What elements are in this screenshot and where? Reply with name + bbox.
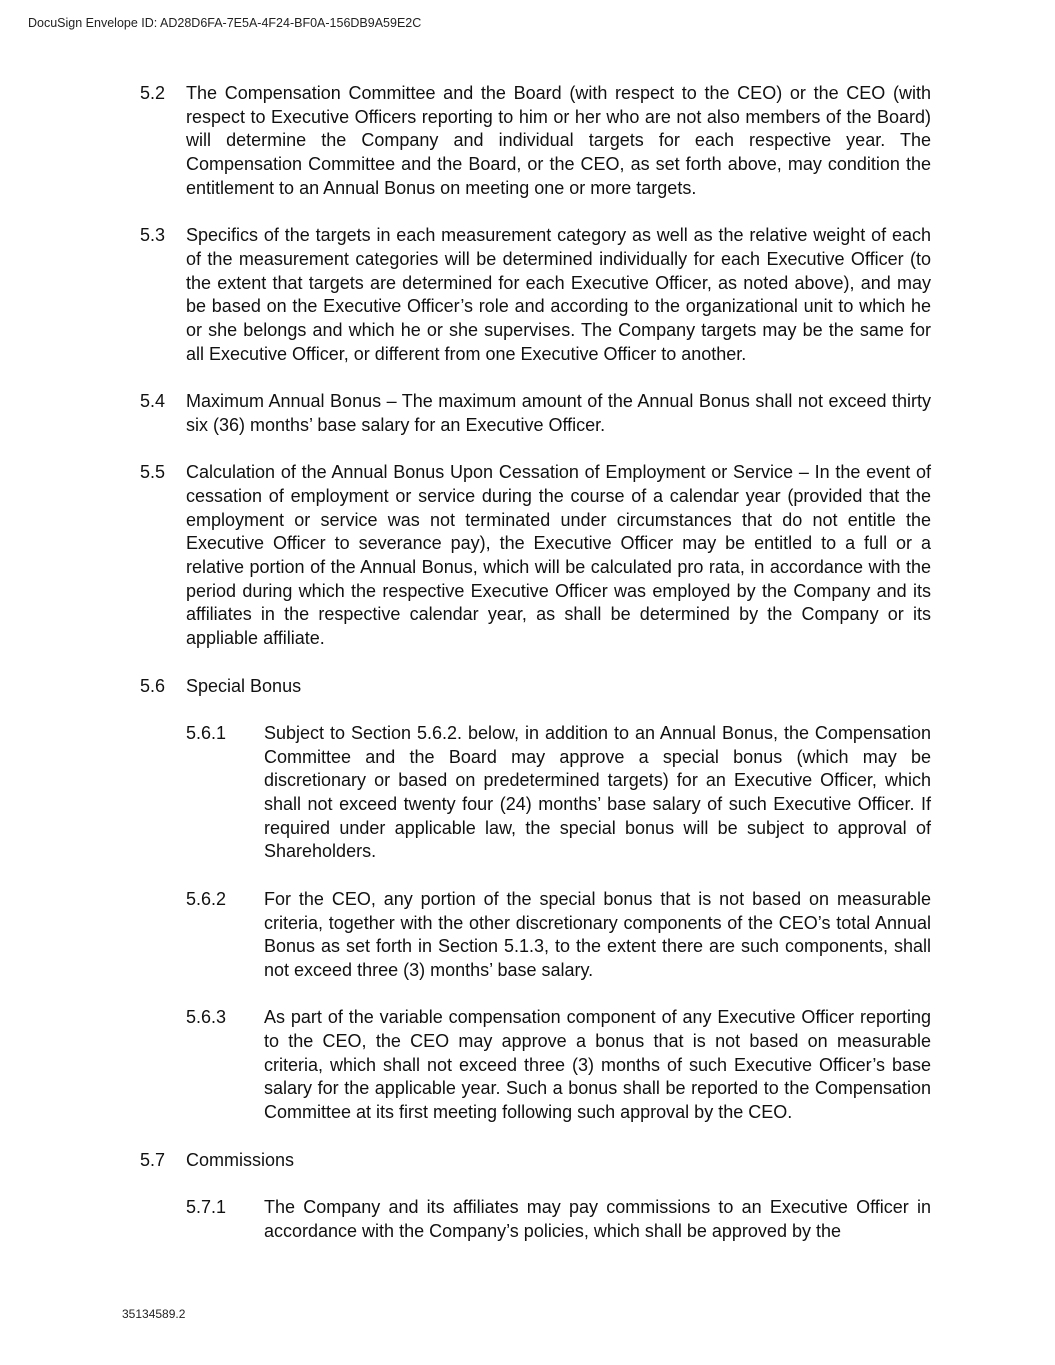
section-number: 5.7 xyxy=(140,1149,166,1170)
docusign-envelope-id: DocuSign Envelope ID: AD28D6FA-7E5A-4F24-BF0A-156DB9A59E2C xyxy=(28,16,422,30)
section-5-6 xyxy=(140,675,931,699)
section-number: 5.2 xyxy=(140,83,166,103)
subsection-number: 5.6.2 xyxy=(186,888,227,909)
subsection-text: The Company and its affiliates may pay commissions to an Executive Officer in accordance with the Company’s policies, which shall be approved by the xyxy=(264,1196,931,1241)
subsection-5-6-3 xyxy=(186,1006,931,1125)
subsection-text: For the CEO, any portion of the special bonus that is not based on measurable criteria, together with the other discretionary components of the CEO’s total Annual Bonus as set forth in Section 5.1.3, to the extent there are such components, shall not exceed three (3) months’ base salary. xyxy=(264,888,931,980)
section-heading: Special Bonus xyxy=(186,675,302,696)
subsection-5-6-1 xyxy=(186,722,931,864)
section-5-7 xyxy=(140,1149,931,1173)
section-text: Specifics of the targets in each measurement category as well as the relative weight of each of the measurement categories will be determined individually for each Executive Officer (to the extent that targets are determined for each Executive Officer, as noted above), and may be based on the Executive Officer’s role and according to the organizational unit to which he or she belongs and which he or she supervises. The Company targets may be the same for all Executive Officer, or different from one Executive Officer to another. xyxy=(186,225,931,364)
section-5-3 xyxy=(140,224,931,366)
subsection-text: As part of the variable compensation component of any Executive Officer reporting to the CEO, the CEO may approve a bonus that is not based on measurable criteria, which shall not exceed three (3) months of such Executive Officer’s base salary for the applicable year. Such a bonus shall be reported to the Compensation Committee at its first meeting following such approval by the CEO. xyxy=(264,1007,931,1123)
section-heading: Commissions xyxy=(186,1149,295,1170)
subsection-text: Subject to Section 5.6.2. below, in addition to an Annual Bonus, the Compensation Committee and the Board may approve a special bonus (which may be discretionary or based on predetermined targets) for an Executive Officer, which shall not exceed twenty four (24) months’ base salary of such Executive Officer. If required under applicable law, the special bonus will be subject to approval of Shareholders. xyxy=(264,722,931,862)
subsection-number: 5.7.1 xyxy=(186,1196,227,1217)
section-5-2 xyxy=(140,82,931,201)
section-text: Maximum Annual Bonus – The maximum amount of the Annual Bonus shall not exceed thirty six (36) months’ base salary for an Executive Officer. xyxy=(186,391,931,435)
section-5-4 xyxy=(140,390,931,437)
subsection-5-7-1 xyxy=(186,1196,931,1243)
section-number: 5.6 xyxy=(140,675,166,696)
section-text: Calculation of the Annual Bonus Upon Cessation of Employment or Service – In the event of cessation of employment or service during the course of a calendar year (provided that the employment or service was not terminated under circumstances that do not entitle the Executive Officer to severance pay), the Executive Officer may be entitled to a full or a relative portion of the Annual Bonus, which will be calculated pro rata, in accordance with the period during which the respective Executive Officer was employed by the Company and its affiliates in the respective calendar year, as shall be determined by the Company or its appliable affiliate. xyxy=(186,462,931,649)
document-body xyxy=(140,82,931,1267)
subsection-number: 5.6.1 xyxy=(186,722,227,743)
document-footer-id: 35134589.2 xyxy=(122,1307,186,1321)
subsection-number: 5.6.3 xyxy=(186,1007,227,1028)
section-text: The Compensation Committee and the Board (with respect to the CEO) or the CEO (with respect to Executive Officers reporting to him or her who are not also members of the Board) will determine the Company and individual targets for each respective year. The Compensation Committee and the Board, or the CEO, as set forth above, may condition the entitlement to an Annual Bonus on meeting one or more targets. xyxy=(186,83,931,198)
subsection-5-6-2 xyxy=(186,888,931,983)
section-5-5 xyxy=(140,461,931,651)
section-number: 5.3 xyxy=(140,225,166,246)
section-number: 5.4 xyxy=(140,391,166,412)
section-number: 5.5 xyxy=(140,462,166,483)
